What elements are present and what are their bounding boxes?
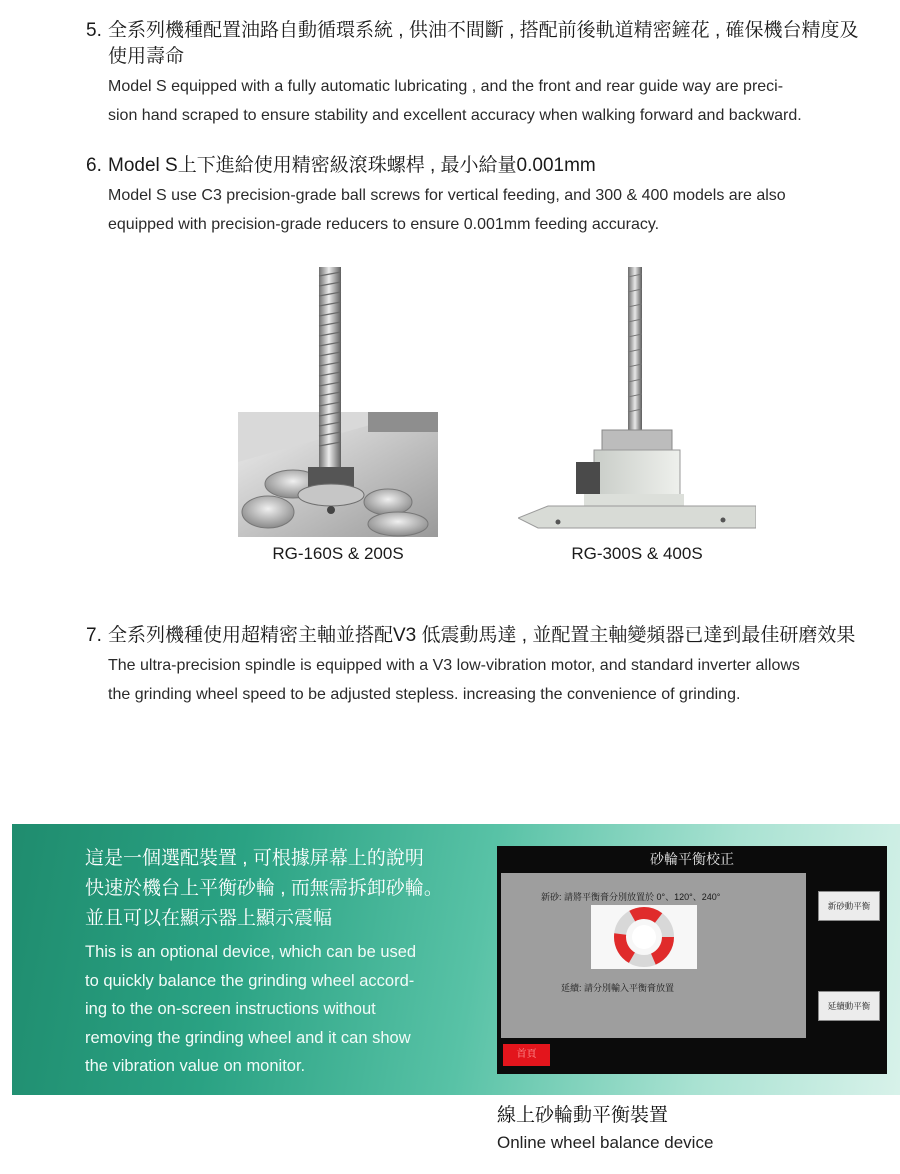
screen-body [501,873,806,1038]
photo-caption-2: RG-300S & 400S [571,544,703,563]
device-title-en: Online wheel balance device [497,1133,714,1152]
home-button[interactable]: 首頁 [503,1044,550,1066]
feature-6-en-1: Model S use C3 precision-grade ball screws for vertical feeding, and 300 & 400 models are also [108,187,786,204]
panel-zh-text: 這是一個選配裝置 , 可根據屏幕上的說明 快速於機台上平衡砂輪 , 而無需拆卸砂輪。 並且可以在顯示器上顯示震幅 [85,848,443,929]
balance-monitor [497,846,887,1074]
wheel-diagram [591,905,697,969]
screen-instruction-new: 新砂: 請將平衡膏分別放置於 0°、120°、240° [541,892,721,902]
feature-5-en-1: Model S equipped with a fully automatic lubricating , and the front and rear guide way are preci- [108,78,784,95]
feature-6-en-2: equipped with precision-grade reducers to ensure 0.001mm feeding accuracy. [108,216,660,233]
ball-screw-table-photo [238,262,438,537]
continue-balance-button[interactable]: 延續動平衡 [818,991,880,1021]
screen-instruction-continue: 延續: 請分別輸入平衡膏放置 [561,983,675,993]
feature-7-en-2: the grinding wheel speed to be adjusted stepless. increasing the convenience of grinding. [108,686,741,703]
photo-caption-1: RG-160S & 200S [272,544,404,563]
wheel-balance-icon [591,905,697,969]
feature-5-title: 5. 全系列機種配置油路自動循環系統 , 供油不間斷 , 搭配前後軌道精密鏟花 , 確保機台精度及 [86,20,859,41]
feature-7-title: 7. 全系列機種使用超精密主軸並搭配V3 低震動馬達 , 並配置主軸變頻器已達到最佳研磨效果 [86,625,856,646]
feature-7-en-1: The ultra-precision spindle is equipped with a V3 low-vibration motor, and standard inverter allows [108,657,800,674]
feature-6-title: 6. Model S上下進給使用精密級滾珠螺桿 , 最小給量0.001mm [86,155,596,176]
screen-title: 砂輪平衡校正 [650,851,734,867]
feature-5 [86,18,886,130]
new-wheel-balance-button[interactable]: 新砂動平衡 [818,891,880,921]
feature-6 [86,153,886,239]
panel-en-text: This is an optional device, which can be used to quickly balance the grinding wheel accord- ing to the on-screen instructions without removing the grinding wheel and it can show the vibration value on monitor. [85,943,417,1075]
feature-7 [86,623,886,709]
device-title-zh: 線上砂輪動平衡裝置 [497,1105,669,1126]
ball-screw-reducer-photo [518,262,756,537]
feature-5-en-2: sion hand scraped to ensure stability and excellent accuracy when walking forward and backward. [108,107,802,124]
feature-5-title-cont: 使用壽命 [108,46,185,67]
